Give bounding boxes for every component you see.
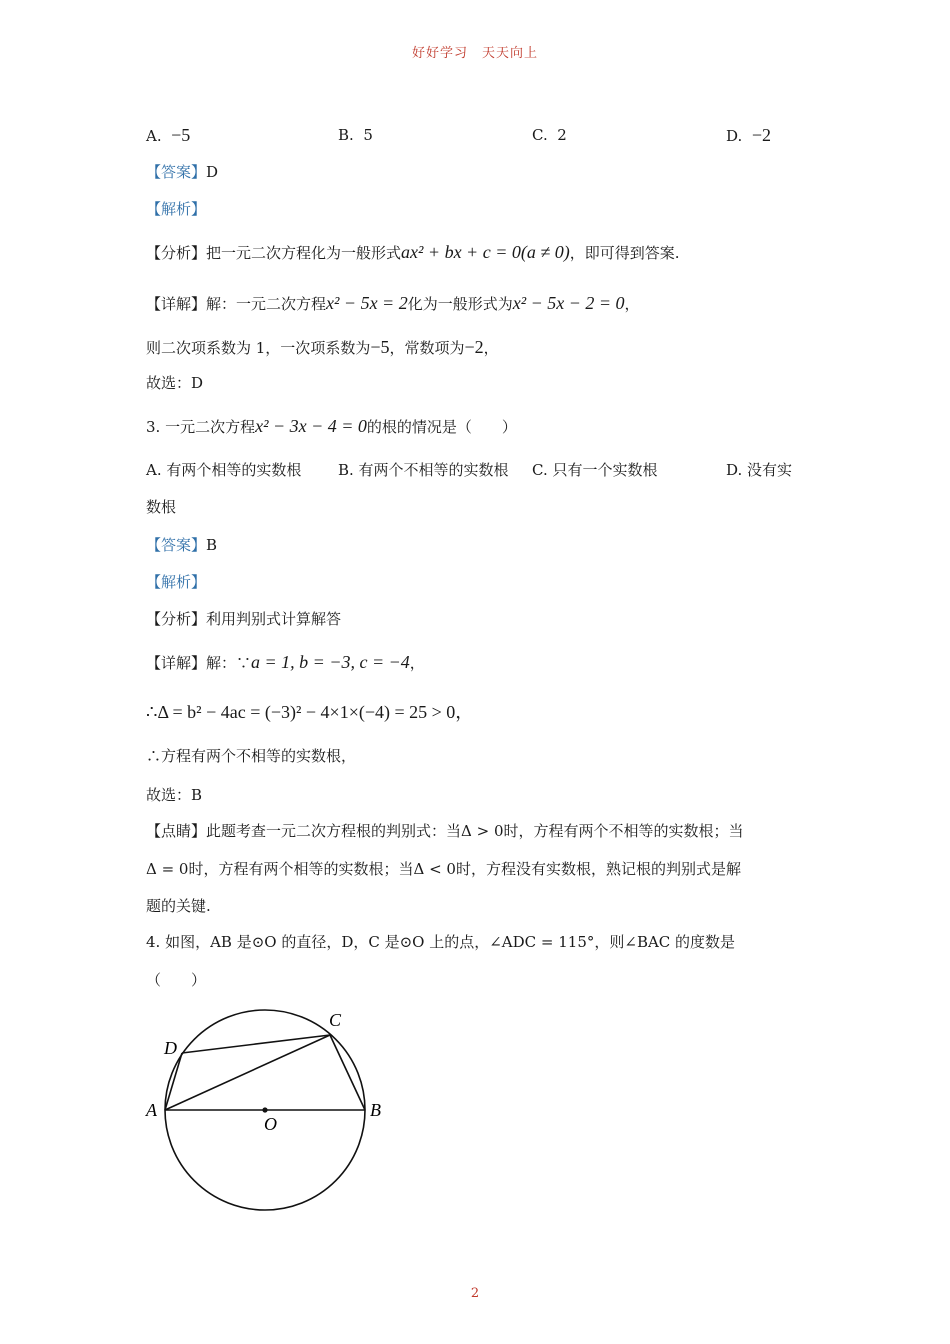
center-point xyxy=(262,1107,267,1112)
chord-dc xyxy=(182,1035,330,1053)
answer-line: 【答案】D xyxy=(146,163,219,181)
analysis-heading: 【解析】 xyxy=(146,200,207,218)
label-b: B xyxy=(370,1100,381,1120)
q3-option-b: B. 有两个不相等的实数根 xyxy=(338,461,509,479)
label-a: A xyxy=(146,1100,157,1120)
chord-ac xyxy=(165,1035,330,1110)
choose-line: 故选：D xyxy=(146,374,204,392)
q3-option-a: A. 有两个相等的实数根 xyxy=(146,461,302,479)
label-c: C xyxy=(329,1010,342,1030)
circle-diagram xyxy=(140,1000,400,1250)
label-o: O xyxy=(264,1114,277,1134)
q3-option-c: C. 只有一个实数根 xyxy=(532,461,658,479)
q3-option-d: D. 没有实 xyxy=(726,461,793,479)
q3-detail: 【详解】解：∵a = 1, b = −3, c = −4， xyxy=(146,652,425,672)
option-d: D. −2 xyxy=(726,125,771,145)
option-c: C. 2 xyxy=(532,126,567,144)
page-number: 2 xyxy=(470,1286,480,1301)
q3-comment-2: Δ = 0时，方程有两个相等的实数根；当Δ < 0时，方程没有实数根，熟记根的判别式是解 xyxy=(146,860,741,878)
q3-fenxi: 【分析】利用判别式计算解答 xyxy=(146,610,342,628)
q3-delta: ∴Δ = b² − 4ac = (−3)² − 4×1×(−4) = 25 > 0， xyxy=(146,702,474,722)
q3-comment-3: 题的关键. xyxy=(146,897,211,915)
q3-stem: 3. 一元二次方程x² − 3x − 4 = 0的根的情况是（ ） xyxy=(146,416,517,436)
detail-line: 【详解】解：一元二次方程x² − 5x = 2化为一般形式为x² − 5x − 2 = 0， xyxy=(146,293,640,313)
option-b: B. 5 xyxy=(338,126,373,144)
q3-comment-1: 【点睛】此题考查一元二次方程根的判别式：当Δ > 0时，方程有两个不相等的实数根；当 xyxy=(146,822,744,840)
q3-option-d-cont: 数根 xyxy=(146,498,177,516)
q3-answer: 【答案】B xyxy=(146,536,218,554)
q4-stem-cont: （ ） xyxy=(146,971,207,989)
q4-stem: 4. 如图，AB 是⊙O 的直径，D，C 是⊙O 上的点，∠ADC = 115°，则∠BAC 的度数是 xyxy=(146,933,736,951)
page-header: 好好学习 天天向上 xyxy=(411,46,538,61)
coef-line: 则二次项系数为 1，一次项系数为−5，常数项为−2， xyxy=(146,337,499,357)
option-a: A. −5 xyxy=(146,125,191,145)
q3-conclude: ∴方程有两个不相等的实数根， xyxy=(146,747,357,765)
fenxi-line: 【分析】把一元二次方程化为一般形式ax² + bx + c = 0(a ≠ 0)，即可得到答案. xyxy=(146,242,680,262)
q3-choose: 故选：B xyxy=(146,786,203,804)
label-d: D xyxy=(164,1038,177,1058)
chord-cb xyxy=(330,1035,365,1110)
chord-ad xyxy=(165,1053,182,1110)
q3-analysis-heading: 【解析】 xyxy=(146,573,207,591)
